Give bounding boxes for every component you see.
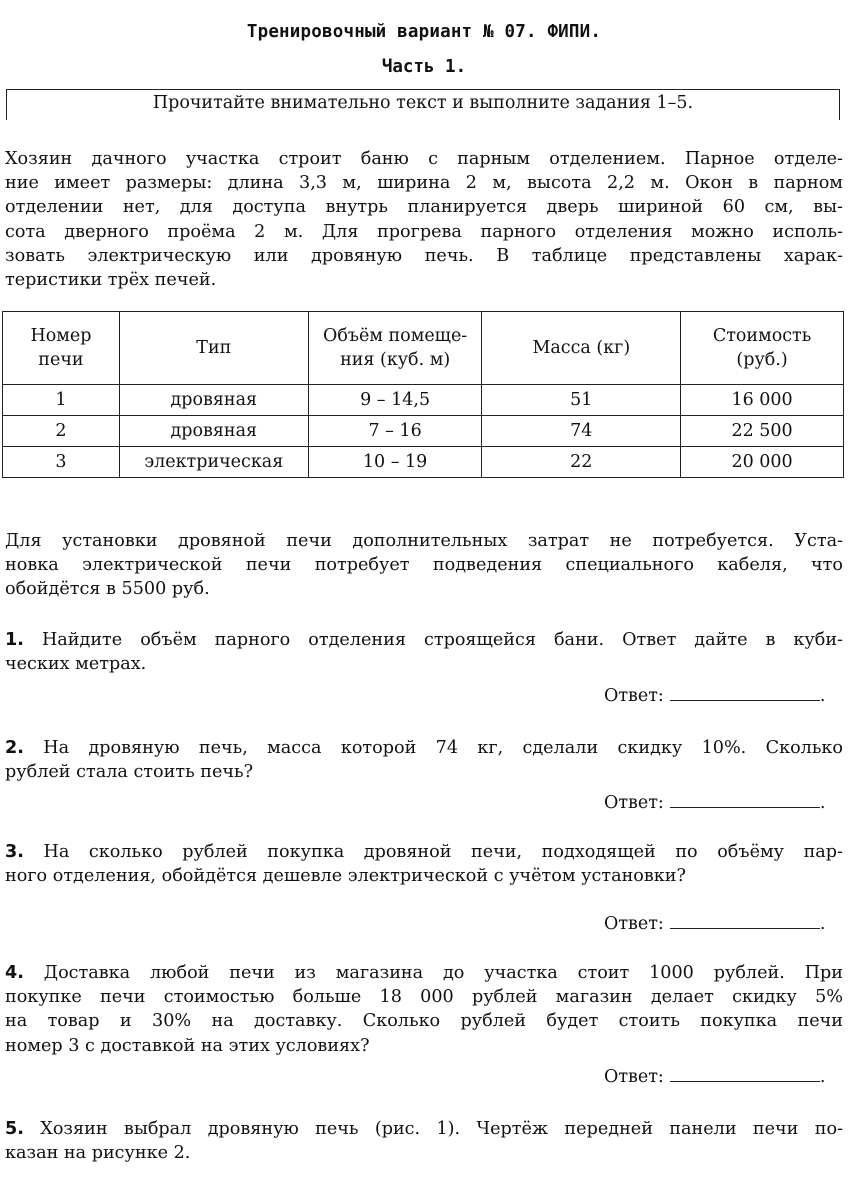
stoves-table	[2, 311, 844, 478]
cell-volume: 10 – 19	[308, 447, 482, 478]
instruction-text: Прочитайте внимательно текст и выполните задания 1–5.	[152, 93, 694, 113]
table-row	[3, 447, 844, 478]
cell-type: дровяная	[119, 416, 308, 447]
cell-price: 20 000	[681, 447, 844, 478]
cell-price: 16 000	[681, 385, 844, 416]
intro-line: зовать электрическую или дровяную печь. В таблице представлены харак-	[5, 245, 843, 266]
question-text: казан на рисунке 2.	[5, 1143, 191, 1164]
intro-paragraph	[5, 147, 843, 292]
question-text: Найдите объём парного отделения строящейся бани. Ответ дайте в куби-	[41, 630, 844, 650]
question-3	[5, 840, 843, 888]
intro-line: ние имеет размеры: длина 3,3 м, ширина 2 м, высота 2,2 м. Окон в парном	[5, 173, 843, 194]
question-text: ческих метрах.	[5, 654, 147, 675]
answer-label: Ответ:	[604, 686, 664, 706]
answer-field-4[interactable]: Ответ: .	[604, 1067, 826, 1087]
cell-type: дровяная	[119, 385, 308, 416]
question-number: 5.	[5, 1119, 24, 1139]
header-price: Стоимость (руб.)	[681, 312, 844, 385]
answer-field-2[interactable]: Ответ: .	[604, 793, 826, 813]
answer-field-3[interactable]: Ответ: .	[604, 914, 826, 934]
cell-price: 22 500	[681, 416, 844, 447]
intro-line: сота дверного проёма 2 м. Для прогрева парного отделения можно исполь-	[5, 221, 843, 242]
answer-field-1[interactable]: Ответ: .	[604, 686, 826, 706]
intro-line: отделении нет, для доступа внутрь планируется дверь шириной 60 см, вы-	[5, 197, 843, 218]
answer-blank[interactable]	[670, 791, 820, 808]
question-text: На сколько рублей покупка дровяной печи, подходящей по объёму пар-	[43, 842, 843, 862]
cell-volume: 7 – 16	[308, 416, 482, 447]
question-text: На дровяную печь, масса которой 74 кг, сделали скидку 10%. Сколько	[43, 738, 843, 758]
table-row	[3, 385, 844, 416]
answer-label: Ответ:	[604, 1067, 664, 1087]
question-text: ного отделения, обойдётся дешевле электрической с учётом установки?	[5, 866, 686, 887]
question-text: номер 3 с доставкой на этих условиях?	[5, 1035, 370, 1056]
cell-mass: 51	[482, 385, 681, 416]
question-number: 2.	[5, 738, 24, 758]
question-number: 1.	[5, 630, 24, 650]
header-number: Номер печи	[3, 312, 120, 385]
cell-type: электрическая	[119, 447, 308, 478]
answer-label: Ответ:	[604, 793, 664, 813]
answer-blank[interactable]	[670, 1065, 820, 1082]
paragraph-line: Для установки дровяной печи дополнительных затрат не потребуется. Уста-	[5, 531, 843, 551]
header-type: Тип	[119, 312, 308, 385]
table-row	[3, 416, 844, 447]
question-text: Доставка любой печи из магазина до участка стоит 1000 рублей. При	[43, 963, 843, 983]
answer-blank[interactable]	[670, 912, 820, 929]
part-heading: Часть 1.	[381, 57, 467, 77]
table-header-row	[3, 312, 844, 385]
question-2	[5, 736, 843, 784]
question-5	[5, 1117, 843, 1165]
question-text: покупке печи стоимостью больше 18 000 рублей магазин делает скидку 5%	[5, 987, 843, 1008]
answer-label: Ответ:	[604, 914, 664, 934]
paragraph-line: новка электрической печи потребует подведения специального кабеля, что	[5, 555, 843, 576]
question-1	[5, 628, 843, 676]
question-text: на товар и 30% на доставку. Сколько рублей будет стоить покупка печи	[5, 1011, 843, 1032]
question-text: рублей стала стоить печь?	[5, 762, 254, 783]
installation-paragraph	[5, 529, 843, 602]
cell-number: 2	[3, 416, 120, 447]
cell-number: 3	[3, 447, 120, 478]
question-number: 4.	[5, 963, 24, 983]
cell-volume: 9 – 14,5	[308, 385, 482, 416]
question-text: Хозяин выбрал дровяную печь (рис. 1). Чертёж передней панели печи по-	[40, 1119, 844, 1139]
paragraph-line: обойдётся в 5500 руб.	[5, 579, 210, 600]
header-mass: Масса (кг)	[482, 312, 681, 385]
intro-line: теристики трёх печей.	[5, 270, 217, 291]
intro-line: Хозяин дачного участка строит баню с парным отделением. Парное отделе-	[5, 149, 843, 169]
question-4	[5, 961, 843, 1058]
answer-blank[interactable]	[670, 684, 820, 701]
cell-number: 1	[3, 385, 120, 416]
question-number: 3.	[5, 842, 24, 862]
page-title: Тренировочный вариант № 07. ФИПИ.	[246, 22, 602, 42]
cell-mass: 74	[482, 416, 681, 447]
cell-mass: 22	[482, 447, 681, 478]
header-volume: Объём помеще- ния (куб. м)	[308, 312, 482, 385]
